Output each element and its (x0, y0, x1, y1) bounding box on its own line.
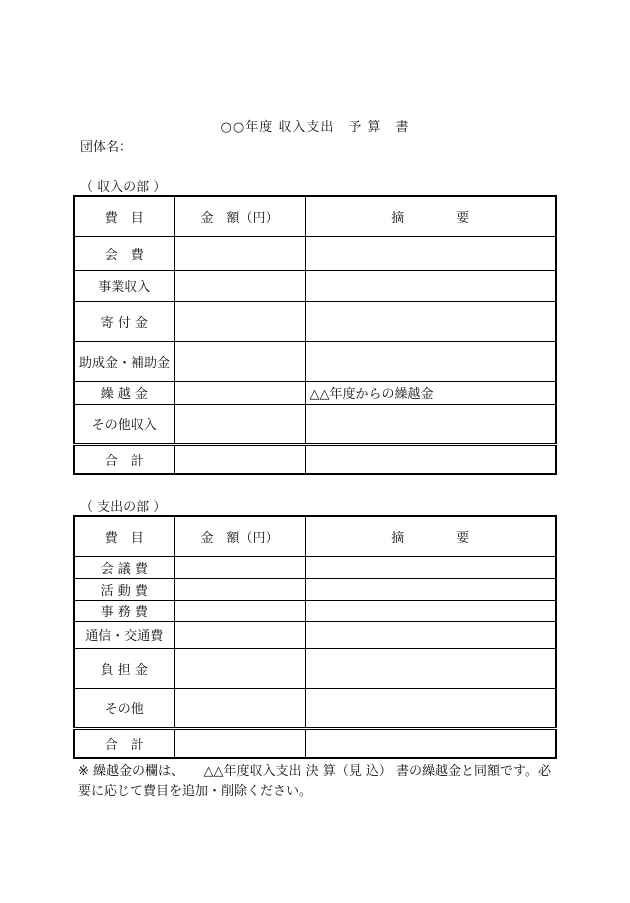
income-header-note: 摘 要 (305, 196, 556, 236)
income-note-cell[interactable] (305, 236, 556, 270)
expense-section-label: （ 支出の部 ） (80, 500, 167, 515)
income-item-label: その他収入 (74, 404, 174, 444)
document-title: ○○年度 収入支出 予 算 書 (220, 120, 410, 135)
expense-amount-cell[interactable] (174, 688, 305, 728)
expense-note-cell[interactable] (305, 578, 556, 600)
income-header-amount: 金 額（円） (174, 196, 305, 236)
expense-row-other (74, 688, 556, 728)
expense-amount-cell[interactable] (174, 648, 305, 688)
income-header-row (74, 196, 556, 236)
income-item-label: 助成金・補助金 (74, 341, 174, 381)
expense-amount-cell[interactable] (174, 578, 305, 600)
income-row-carryover (74, 381, 556, 404)
expense-row-activity (74, 578, 556, 600)
income-item-label: 事業収入 (74, 270, 174, 301)
expense-row-communication (74, 621, 556, 648)
expense-total-amount-cell[interactable] (174, 728, 305, 758)
income-note-cell[interactable] (305, 301, 556, 341)
expense-item-label: 会 議 費 (74, 556, 174, 578)
income-row-membership (74, 236, 556, 270)
expense-row-contribution (74, 648, 556, 688)
income-note-cell[interactable]: △△年度からの繰越金 (305, 381, 556, 404)
expense-header-amount: 金 額（円） (174, 516, 305, 556)
income-table (73, 195, 557, 475)
expense-table (73, 515, 557, 759)
expense-note-cell[interactable] (305, 556, 556, 578)
income-total-row (74, 444, 556, 474)
income-item-label: 会 費 (74, 236, 174, 270)
footnote: ※ 繰越金の欄は、 △△年度収入支出 決 算（見 込） 書の繰越金と同額です。必要に応じて費目を追加・削除ください。 (78, 764, 552, 799)
expense-item-label: 活 動 費 (74, 578, 174, 600)
income-total-label: 合 計 (74, 444, 174, 474)
income-total-note-cell[interactable] (305, 444, 556, 474)
income-note-cell[interactable] (305, 341, 556, 381)
income-amount-cell[interactable] (174, 270, 305, 301)
expense-header-item: 費 目 (74, 516, 174, 556)
income-amount-cell[interactable] (174, 404, 305, 444)
expense-amount-cell[interactable] (174, 621, 305, 648)
expense-note-cell[interactable] (305, 688, 556, 728)
expense-item-label: その他 (74, 688, 174, 728)
income-note-cell[interactable] (305, 270, 556, 301)
expense-total-row (74, 728, 556, 758)
expense-row-office (74, 600, 556, 621)
income-item-label: 寄 付 金 (74, 301, 174, 341)
expense-header-note: 摘 要 (305, 516, 556, 556)
expense-item-label: 通信・交通費 (74, 621, 174, 648)
expense-note-cell[interactable] (305, 648, 556, 688)
income-amount-cell[interactable] (174, 236, 305, 270)
expense-item-label: 負 担 金 (74, 648, 174, 688)
income-amount-cell[interactable] (174, 381, 305, 404)
expense-row-meeting (74, 556, 556, 578)
expense-header-row (74, 516, 556, 556)
income-amount-cell[interactable] (174, 301, 305, 341)
income-note-cell[interactable] (305, 404, 556, 444)
income-row-other (74, 404, 556, 444)
income-section-label: （ 収入の部 ） (80, 180, 167, 195)
income-row-business (74, 270, 556, 301)
expense-note-cell[interactable] (305, 600, 556, 621)
income-header-item: 費 目 (74, 196, 174, 236)
income-row-donation (74, 301, 556, 341)
income-total-amount-cell[interactable] (174, 444, 305, 474)
expense-note-cell[interactable] (305, 621, 556, 648)
expense-total-note-cell[interactable] (305, 728, 556, 758)
income-row-subsidy (74, 341, 556, 381)
expense-total-label: 合 計 (74, 728, 174, 758)
expense-item-label: 事 務 費 (74, 600, 174, 621)
organization-name-label: 団体名： (80, 140, 133, 155)
expense-amount-cell[interactable] (174, 600, 305, 621)
income-item-label: 繰 越 金 (74, 381, 174, 404)
income-amount-cell[interactable] (174, 341, 305, 381)
expense-amount-cell[interactable] (174, 556, 305, 578)
